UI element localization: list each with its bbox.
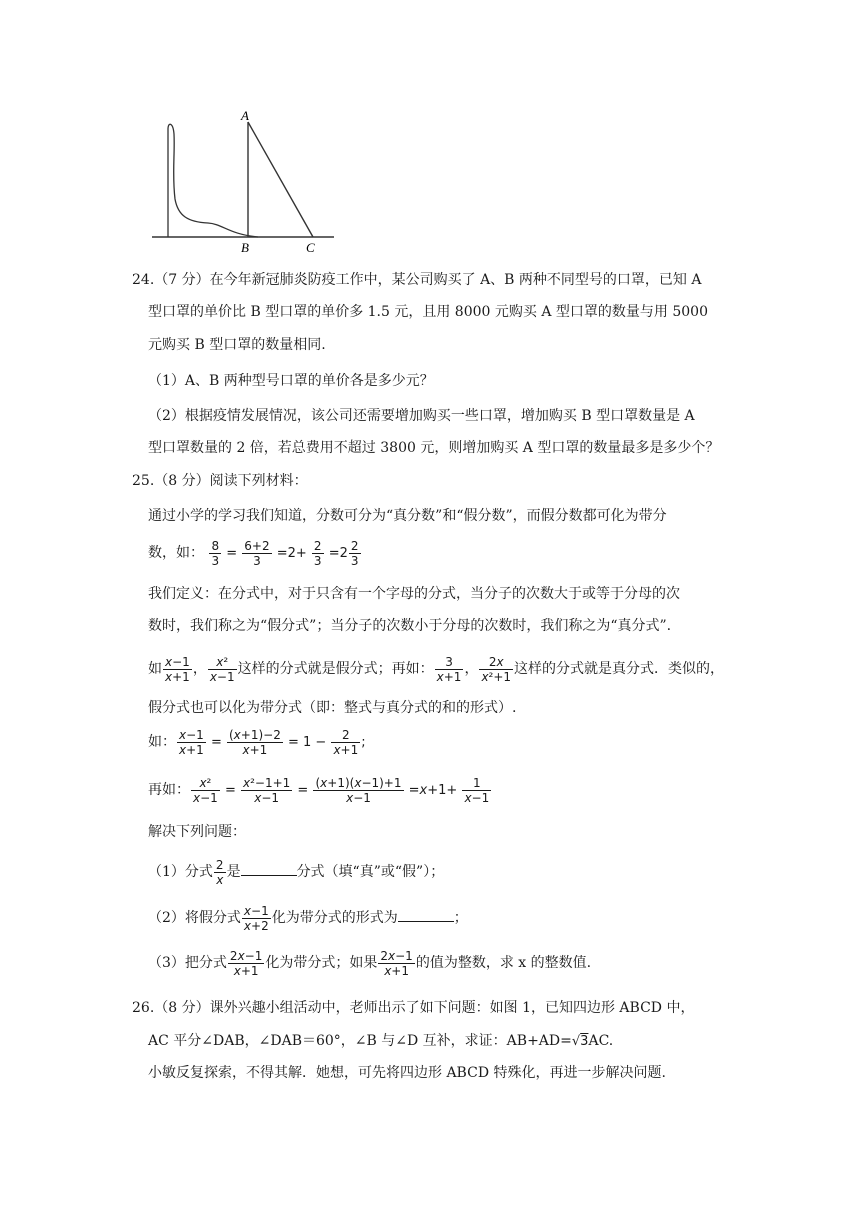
geometry-figure xyxy=(148,104,338,254)
answer-blank-2[interactable] xyxy=(398,907,454,922)
label-a: A xyxy=(241,108,249,123)
q26-line2: AC 平分∠DAB，∠DAB＝60°，∠B 与∠D 互补，求证：AB+AD=√3AC. xyxy=(148,1033,614,1049)
q25-number: 25. xyxy=(132,473,155,489)
q25-def3: 假分式也可以化为带分式（即：整式与真分式的和的形式）. xyxy=(148,700,517,716)
q25-p1b: 数，如： $\frac{8}{3}$ = $\frac{6+2}{3}$ =2+ $\frac{2}{3}$ =2 $\frac{2}{3}$ xyxy=(148,538,359,568)
q25-s2: （2）将假分式 $\frac{x-1}{x+2}$ 化为带分式的形式为 ； xyxy=(148,903,468,933)
q26-line1: 26.（8 分）课外兴趣小组活动中，老师出示了如下问题：如图 1，已知四边形 ABCD 中， xyxy=(132,1000,695,1016)
segment-ac xyxy=(248,122,313,237)
label-b: B xyxy=(241,240,249,254)
q24-sub1: （1）A、B 两种型号口罩的单价各是多少元？ xyxy=(148,373,434,389)
q24-number: 24. xyxy=(132,272,155,288)
q25-s1: （1）分式 $\frac{2}{x}$ 是 分式（填“真”或“假”）； xyxy=(148,857,445,887)
q25-heading: 25.（8 分）阅读下列材料： xyxy=(132,473,308,489)
q26-number: 26. xyxy=(132,1000,155,1016)
q25-s3: （3）把分式 $\frac{2x-1}{x+1}$ 化为带分式；如果 $\frac{2x-1}{x+1}$ 的值为整数，求 x 的整数值. xyxy=(148,948,592,978)
q24-line3: 元购买 B 型口罩的数量相同. xyxy=(148,337,326,353)
q25-solve: 解决下列问题： xyxy=(148,824,246,840)
q25-def1: 我们定义：在分式中，对于只含有一个字母的分式，当分子的次数大于或等于分母的次 xyxy=(148,586,680,602)
sqrt3: √3 xyxy=(571,1034,589,1049)
q24-sub2b: 型口罩数量的 2 倍，若总费用不超过 3800 元，则增加购买 A 型口罩的数量最多是多少个？ xyxy=(148,440,720,456)
curve-shape xyxy=(168,124,258,237)
q24-line2: 型口罩的单价比 B 型口罩的单价多 1.5 元，且用 8000 元购买 A 型口罩的数量与用 5000 xyxy=(148,304,708,320)
q24-sub2a: （2）根据疫情发展情况，该公司还需要增加购买一些口罩，增加购买 B 型口罩数量是 A xyxy=(148,408,695,424)
q26-line3: 小敏反复探索，不得其解．她想，可先将四边形 ABCD 特殊化，再进一步解决问题. xyxy=(148,1065,666,1081)
q25-examples: 如 $\frac{x-1}{x+1}$ ， $\frac{\text{x²}}{x-1}$ 这样的分式就是假分式；再如： $\frac{3}{x+1}$ ， $\frac{2x}{\text{x²+1}}$ 这样的分式就是真分式．类似的， xyxy=(148,654,725,684)
q25-example1: 如： $\frac{x-1}{x+1}$ = $\frac{(x+1)-2}{x+1}$ = 1 − $\frac{2}{x+1}$ ; xyxy=(148,727,366,757)
q25-example2: 再如： $\frac{\text{x²}}{x-1}$ = $\frac{\text{x²−1+1}}{x-1}$ = $\frac{(x+1)(x-1)+1}{x-1}$ =x+1+ $\frac{1}{x-1}$ xyxy=(148,775,490,805)
q25-def2: 数时，我们称之为“假分式”；当分子的次数小于分母的次数时，我们称之为“真分式”. xyxy=(148,618,672,634)
q25-p1a: 通过小学的学习我们知道，分数可分为“真分数”和“假分数”，而假分数都可化为带分 xyxy=(148,508,667,524)
q24-line1: 24.（7 分）在今年新冠肺炎防疫工作中，某公司购买了 A、B 两种不同型号的口罩，已知 A xyxy=(132,272,702,288)
label-c: C xyxy=(306,240,315,254)
answer-blank-1[interactable] xyxy=(241,861,297,876)
